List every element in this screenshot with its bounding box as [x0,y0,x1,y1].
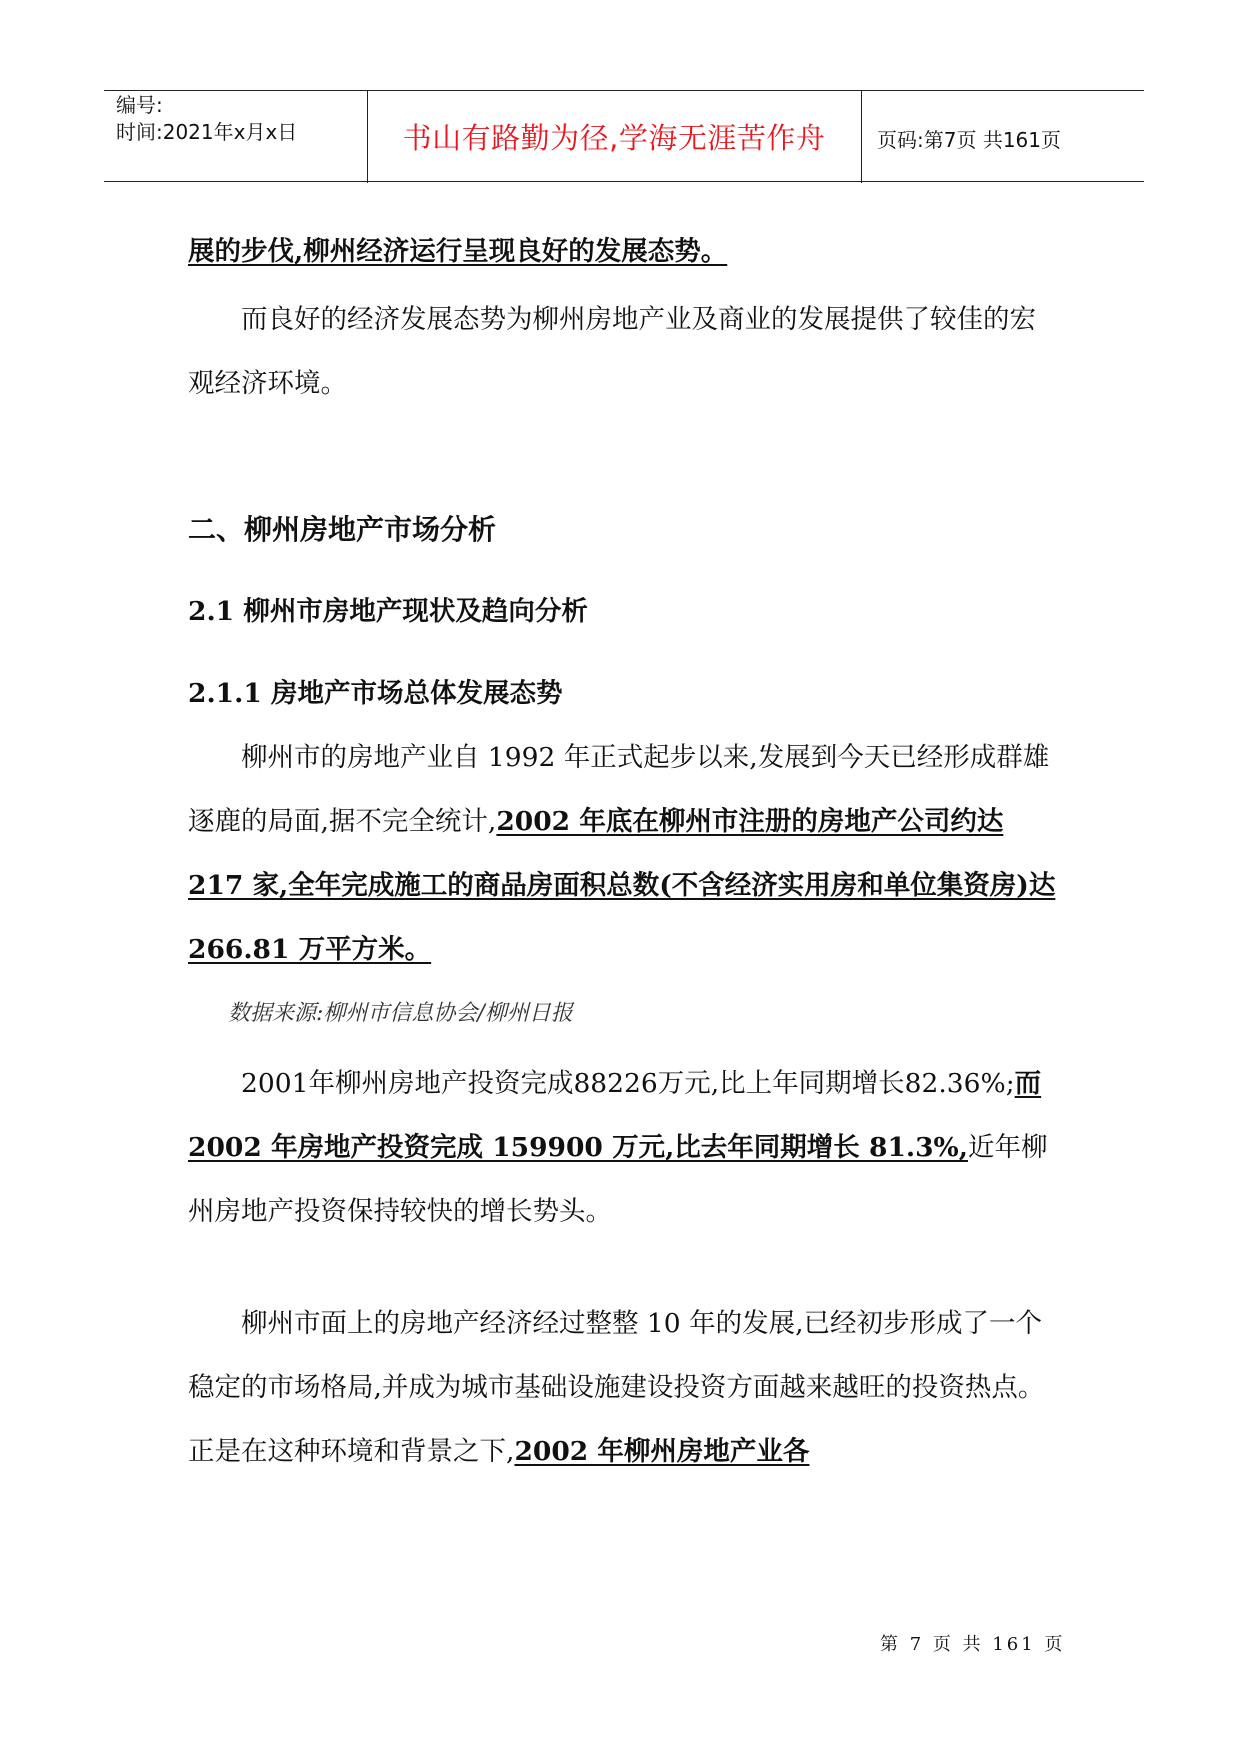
header-bottom-rule [104,181,1144,182]
subsection-heading: 2.1 柳州市房地产现状及趋向分析 [188,596,588,627]
underlined-bold-text: 而 2002 年房地产投资完成 159900 万元,比去年同期增长 81.3%, [188,1068,1042,1163]
section-heading: 二、柳州房地产市场分析 [188,513,497,546]
header-time-label: 时间:2021年x月x日 [116,120,298,144]
paragraph: 而良好的经济发展态势为柳州房地产业及商业的发展提供了较佳的宏观经济环境。 [188,304,1036,399]
underlined-text: 展的步伐,柳州经济运行呈现良好的发展态势。 [188,236,728,267]
header-number-label: 编号: [116,93,163,117]
subsubsection-heading: 2.1.1 房地产市场总体发展态势 [188,678,563,709]
page-footer: 第 7 页 共 161 页 [880,1634,1066,1655]
underlined-bold-text: 2002 年柳州房地产业各 [514,1436,810,1467]
header-page-label: 页码:第7页 共161页 [877,128,1061,152]
paragraph-text: 近年柳州房地产投资保持较快的增长势头。 [188,1132,1048,1227]
document-body [188,220,1058,1484]
header-top-rule [104,90,1144,91]
underlined-bold-text: 2002 年底在柳州市注册的房地产公司约达 217 家,全年完成施工的商品房面积总数(不含经济实用房和单位集资房)达 266.81 万平方米。 [188,806,1056,965]
header-divider [861,90,862,183]
paragraph [188,726,1058,982]
paragraph-text: 柳州市的房地产业自 1992 年正式起步以来,发展到今天已经形成群雄逐鹿的局面,据不完全统计, [188,742,1050,837]
paragraph-text: 柳州市面上的房地产经济经过整整 10 年的发展,已经初步形成了一个稳定的市场格局,并成为城市基础设施建设投资方面越来越旺的投资热点。正是在这种环境和背景之下, [188,1308,1045,1467]
paragraph [188,1052,1058,1244]
paragraph [188,220,1058,284]
paragraph [188,1292,1058,1484]
page-header [104,90,1144,183]
header-meta [116,92,297,146]
header-motto: 书山有路勤为径,学海无涯苦作舟 [402,121,826,155]
data-source-note: 数据来源:柳州市信息协会/柳州日报 [228,1001,573,1026]
paragraph-text: 2001年柳州房地产投资完成88226万元,比上年同期增长82.36%; [241,1068,1015,1099]
